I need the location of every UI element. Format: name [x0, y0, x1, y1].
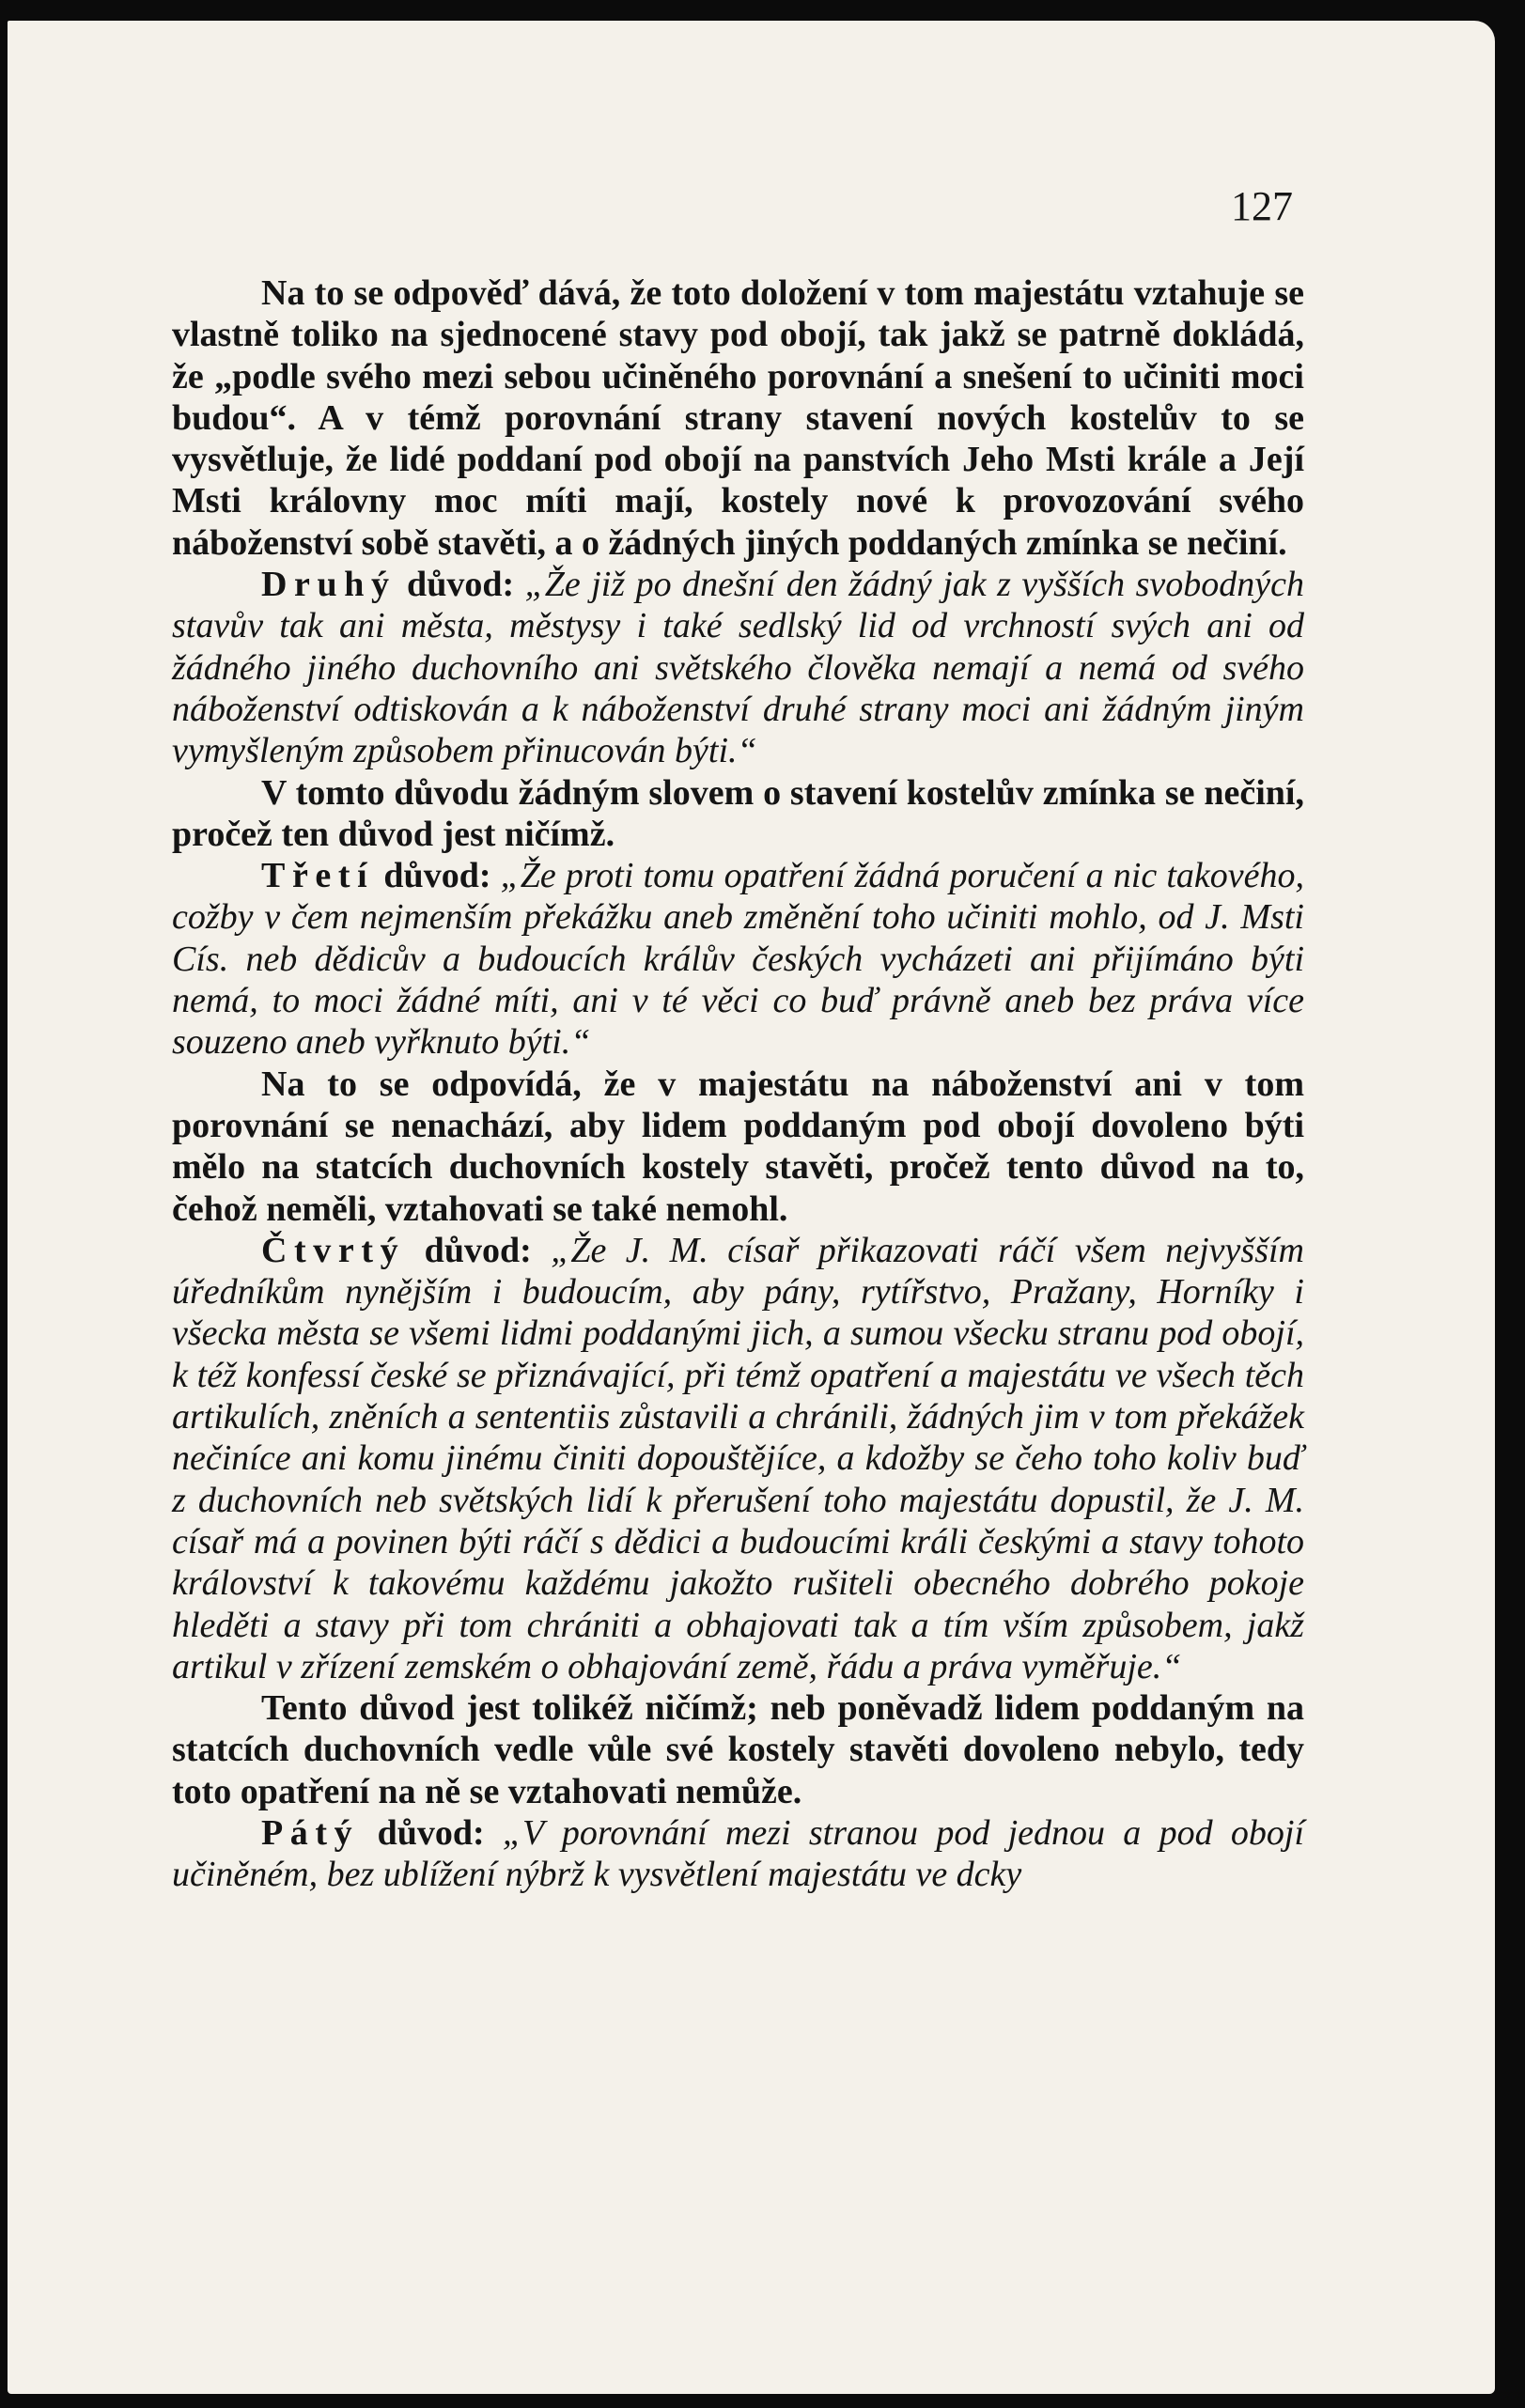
paragraph-5 [172, 1064, 1304, 1230]
paragraph-6-label: důvod: [405, 1230, 552, 1270]
paragraph-6 [172, 1230, 1304, 1687]
page-number: 127 [1231, 183, 1293, 229]
paragraph-8 [172, 1812, 1304, 1896]
paragraph-2-quote: „Že již po dnešní den žádný jak z vyšších svobodných stavův tak ani města, městysy i také sedlský lid od vrchností svých ani od žádného jiného duchovního ani světského člověka nemají a nemá od svého náboženství odtiskován a k náboženství druhé strany moci ani žádným jiným vymyšleným způsobem přinucován býti.“ [172, 565, 1304, 771]
paragraph-4-quote: „Že proti tomu opatření žádná poručení a nic takového, cožby v čem nejmenším překážku aneb změnění toho učiniti mohlo, od J. Msti Cís. neb dědicův a budoucích králův českých vycházeti ani přijímáno býti nemá, to moci žádné míti, ani v té věci co buď právně aneb bez práva více souzeno aneb vyřknuto býti.“ [172, 856, 1305, 1063]
paragraph-7 [172, 1687, 1304, 1812]
paragraph-1-text: Na to se odpověď dává, že toto doložení v tom majestátu vztahuje se vlastně toliko na sjednocené stavy pod obojí, tak jakž se patrně dokládá, že „podle svého mezi sebou učiněného porovnání a snešení to učiniti moci budou“. A v témž porovnání strany stavení nových kostelův to se vysvětluje, že lidé poddaní pod obojí na panstvích Jeho Msti krále a Její Msti královny moc míti mají, kostely nové k provozování svého náboženství sobě stavěti, a o žádných jiných poddaných zmínka se nečiní. [172, 273, 1304, 563]
paragraph-4-label: důvod: [374, 856, 501, 896]
paragraph-1 [172, 272, 1304, 564]
paragraph-5-text: Na to se odpovídá, že v majestátu na náboženství ani v tom porovnání se nenachází, aby lidem poddaným pod obojí dovoleno býti mělo na statcích duchovních kostely stavěti, pročež tento důvod na to, čehož neměli, vztahovati se také nemohl. [172, 1064, 1304, 1229]
paragraph-8-quote: „V porovnání mezi stranou pod jednou a pod obojí učiněném, bez ublížení nýbrž k vysvětlení majestátu ve dcky [172, 1812, 1304, 1895]
paragraph-6-quote: „Že J. M. císař přikazovati ráčí všem nejvyšším úředníkům nynějším i budoucím, aby pány, rytířstvo, Pražany, Horníky i všecka města se všemi lidmi poddanými jich, a sumou všecku stranu pod obojí, k též konfessí české se přiznávající, při témž opatření a majestátu ve všech těch artikulích, zněních a sententiis zůstavili a chránili, žádných jim v tom překážek nečiníce ani komu jinému činiti dopouštějíce, a kdožby se čeho toho koliv buď z duchovních neb světských lidí k přerušení toho majestátu dopustil, že J. M. císař má a povinen býti ráčí s dědici a budoucími králi českými a stavy tohoto království k takovému každému jakožto rušiteli obecného dobrého pokoje hleděti a stavy při tom chrániti a obhajovati tak a tím vším způsobem, jakž artikul v zřízení zemském o obhajování země, řádu a práva vyměřuje.“ [172, 1230, 1304, 1686]
paragraph-8-heading: Pátý [261, 1812, 360, 1853]
paragraph-2-label: důvod: [396, 565, 525, 605]
paragraph-8-label: důvod: [359, 1812, 503, 1853]
body-text [172, 272, 1304, 1896]
paragraph-4 [172, 855, 1304, 1063]
paragraph-2 [172, 564, 1304, 771]
paragraph-7-text: Tento důvod jest tolikéž ničímž; neb poněvadž lidem poddaným na statcích duchovních vedle vůle své kostely stavěti dovoleno nebylo, tedy toto opatření na ně se vztahovati nemůže. [172, 1688, 1304, 1811]
paragraph-3 [172, 772, 1304, 856]
paragraph-6-heading: Čtvrtý [261, 1230, 406, 1270]
document-page [8, 21, 1495, 2394]
paragraph-2-heading: Druhý [261, 565, 397, 605]
paragraph-4-heading: Třetí [261, 856, 375, 896]
paragraph-3-text: V tomto důvodu žádným slovem o stavení kostelův zmínka se nečiní, pročež ten důvod jest ničímž. [172, 772, 1304, 854]
